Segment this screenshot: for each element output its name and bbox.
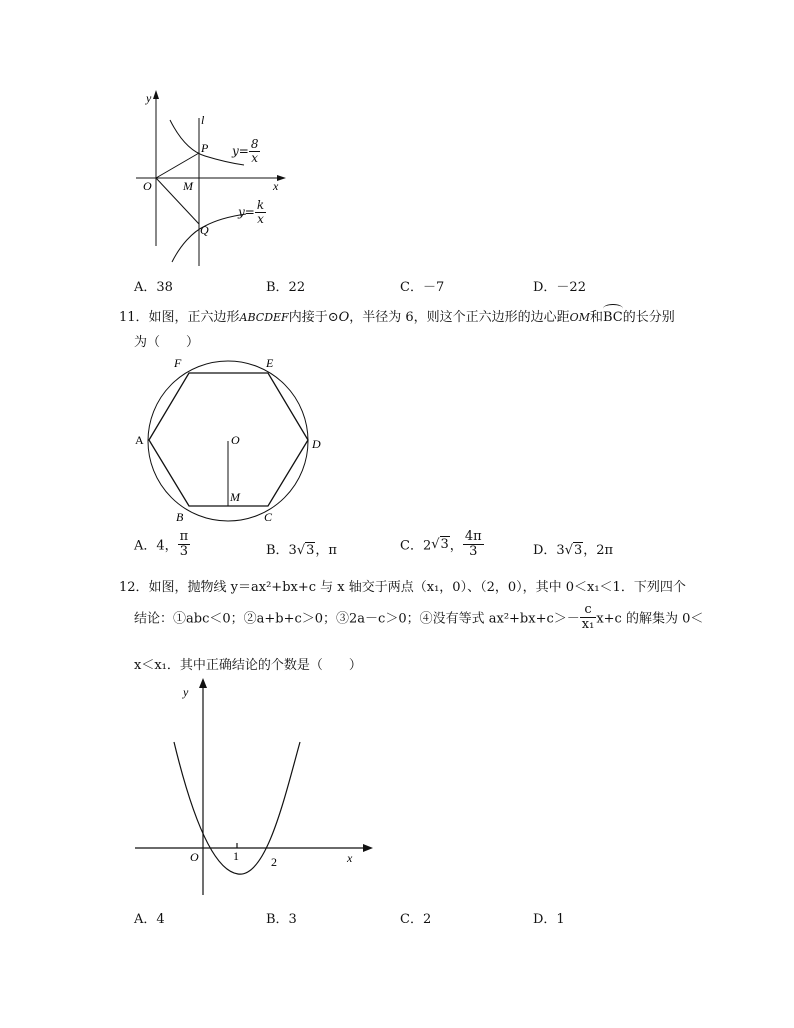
vertex-f-label: F (174, 356, 182, 370)
q11-stem-o: O (338, 310, 350, 325)
q11-opt-d-suffix: ，2π (583, 543, 614, 558)
q11-opt-d-sqrt: √3 (564, 543, 583, 558)
q10-option-d[interactable]: D．－22 (533, 280, 586, 295)
origin-label: O (190, 850, 199, 864)
vertex-c-label: C (264, 510, 273, 524)
q12-line2-b: x+c 的解集为 0＜ (596, 611, 704, 627)
q11-opt-b-suffix: ，π (315, 543, 337, 558)
q12-option-b[interactable]: B．3 (266, 912, 297, 927)
q11-opt-b-sqrt: √3 (296, 543, 315, 558)
origin-label: O (143, 179, 152, 193)
q11-opt-a-den: 3 (179, 543, 189, 559)
q11-opt-c-radicand: 3 (440, 536, 449, 552)
q12-stem-line1: 12．如图，抛物线 y＝ax²+bx+c 与 x 轴交于两点（x₁，0）、（2，0），其中 0＜x₁＜1．下列四个 (119, 580, 686, 595)
y-axis-arrow (199, 678, 207, 688)
q11-opt-c-den: 3 (469, 543, 478, 559)
q12-option-c[interactable]: C．2 (400, 912, 432, 927)
q11-opt-c-num: 4π (464, 529, 482, 544)
q11-stem-hexagon: ABCDEF (239, 311, 289, 324)
q11-opt-c-prefix: C．2 (400, 538, 432, 554)
q11-opt-b-radicand: 3 (306, 543, 315, 558)
q11-opt-c-mid: ， (449, 538, 463, 554)
point-m-label: M (230, 490, 240, 504)
q10-option-a[interactable]: A．38 (134, 280, 173, 295)
eq2-den: x (257, 211, 264, 226)
y-axis-label: y (183, 685, 189, 699)
q11-stem-arc-bc: BC (602, 310, 623, 325)
q12-line2-num: c (580, 603, 597, 618)
eq1-lhs: y= (232, 144, 249, 159)
point-p-label: P (201, 141, 209, 155)
q11-opt-d-radicand: 3 (574, 543, 583, 558)
q11-stem-c: ，半径为 6，则这个正六边形的边心距 (349, 310, 570, 325)
q11-opt-c-sqrt: √3 (431, 536, 449, 552)
q11-stem-e: 的长分别 (622, 310, 675, 325)
q11-opt-a-num: π (179, 529, 189, 544)
q11-stem-om: OM (569, 311, 590, 324)
x-axis-arrow (363, 844, 373, 852)
vertex-a-label: A (135, 433, 144, 447)
q11-stem-line2: 为（ ） (134, 335, 200, 350)
x-axis-label: x (347, 851, 353, 865)
eq1-den: x (251, 150, 259, 165)
eq1-num: 8 (250, 137, 259, 151)
line-l-label: l (201, 113, 205, 127)
q11-stem-a: 11．如图，正六边形 (119, 310, 240, 325)
q12-line2-den: x₁ (581, 616, 595, 632)
q11-stem-b: 内接于⊙ (288, 310, 339, 325)
y-axis-label: y (146, 91, 152, 105)
q10-option-c[interactable]: C．－7 (400, 280, 445, 295)
x-axis-label: x (273, 179, 279, 193)
q11-opt-d-prefix: D．3 (533, 543, 565, 558)
q12-option-a[interactable]: A．4 (134, 912, 165, 927)
q12-stem-line3: x＜x₁．其中正确结论的个数是（ ） (134, 658, 362, 673)
vertex-b-label: B (176, 510, 184, 524)
q12-option-d[interactable]: D．1 (533, 912, 565, 927)
eq2-lhs: y= (238, 205, 255, 220)
point-m-label: M (183, 179, 193, 193)
q11-opt-b-prefix: B．3 (266, 543, 297, 558)
q11-stem-d: 和 (589, 310, 603, 325)
tick-1-label: 1 (233, 849, 239, 863)
vertex-d-label: D (312, 437, 321, 451)
q12-line2-a: 结论：①abc＜0；②a+b+c＞0；③2a－c＞0；④没有等式 ax²+bx+c＞－ (134, 611, 580, 627)
tick-2-label: 2 (271, 855, 277, 869)
q10-option-b[interactable]: B．22 (266, 280, 306, 295)
eq2-num: k (256, 198, 265, 212)
center-o-label: O (231, 433, 240, 447)
q11-opt-a-prefix: A．4， (134, 538, 178, 554)
point-q-label: Q (200, 223, 209, 237)
vertex-e-label: E (266, 356, 274, 370)
